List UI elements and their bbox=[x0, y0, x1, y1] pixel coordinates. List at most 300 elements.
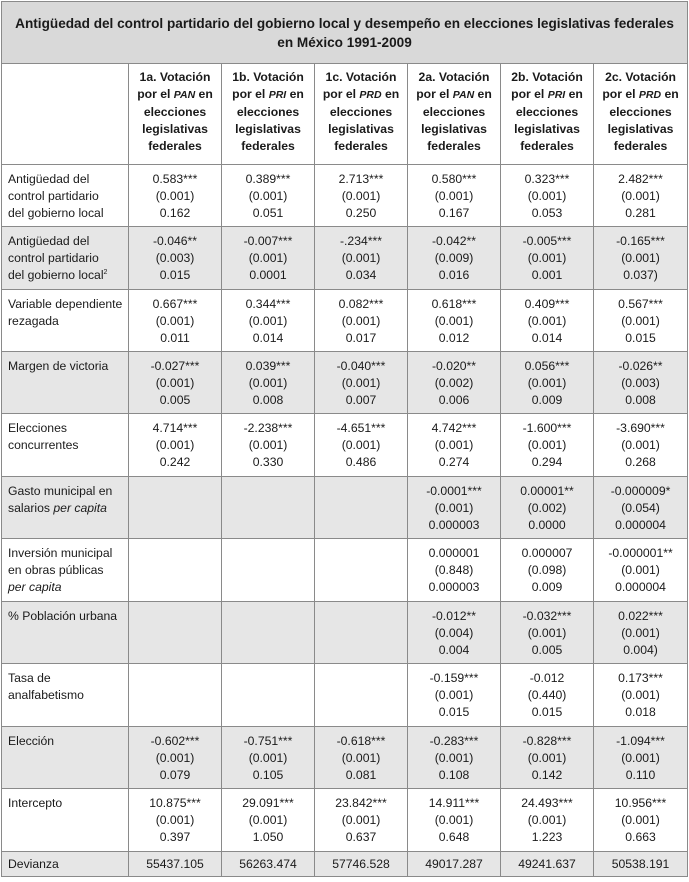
standard-error: 0.110 bbox=[625, 768, 656, 782]
row-label-text: Elección bbox=[8, 734, 55, 748]
coefficient-value: 2.482*** bbox=[618, 172, 663, 186]
row-label bbox=[2, 664, 129, 727]
p-value: (0.001) bbox=[621, 626, 660, 640]
row-label-line bbox=[8, 483, 124, 500]
p-value: (0.001) bbox=[248, 376, 288, 390]
standard-error: 0.008 bbox=[625, 393, 656, 407]
table-row bbox=[2, 477, 688, 539]
table-cell bbox=[222, 539, 315, 602]
coefficient-value: -0.007*** bbox=[243, 234, 293, 248]
row-label-text: control partidario bbox=[8, 251, 99, 265]
table-cell bbox=[408, 290, 501, 352]
row-label-line bbox=[8, 296, 124, 313]
table-cell bbox=[315, 477, 408, 539]
table-cell bbox=[408, 165, 501, 227]
p-value: (0.001) bbox=[621, 751, 660, 765]
row-label-line bbox=[8, 545, 124, 562]
coefficient-value: -0.602*** bbox=[150, 734, 200, 748]
column-header-prefix: por el bbox=[232, 87, 269, 101]
coefficient-value: -0.032*** bbox=[522, 609, 572, 623]
table-cell bbox=[222, 227, 315, 290]
standard-error: 0.014 bbox=[531, 331, 563, 345]
table-cell bbox=[594, 602, 688, 664]
table-cell bbox=[501, 664, 594, 727]
coefficient-value: -0.828*** bbox=[522, 734, 572, 748]
table-cell bbox=[222, 477, 315, 539]
coefficient-value: 14.911*** bbox=[428, 796, 480, 810]
table-cell bbox=[594, 664, 688, 727]
coefficient-value: 0.344*** bbox=[245, 297, 291, 311]
p-value: (0.001) bbox=[341, 251, 381, 265]
standard-error: 0.274 bbox=[438, 455, 470, 469]
row-label-text: del gobierno local bbox=[8, 206, 104, 220]
row-label-line bbox=[8, 500, 124, 517]
table-cell bbox=[129, 539, 222, 602]
table-cell bbox=[594, 477, 688, 539]
standard-error: 0.015 bbox=[159, 268, 191, 282]
table-cell bbox=[408, 477, 501, 539]
table-cell bbox=[501, 602, 594, 664]
p-value: (0.001) bbox=[621, 813, 660, 827]
table-cell bbox=[501, 290, 594, 352]
table-cell bbox=[594, 414, 688, 477]
p-value: (0.001) bbox=[434, 314, 474, 328]
coefficient-value: -0.020** bbox=[431, 359, 477, 373]
coefficient-value: 4.714*** bbox=[152, 421, 198, 435]
row-label-line bbox=[8, 733, 124, 750]
p-value: (0.001) bbox=[621, 251, 660, 265]
row-label-line bbox=[8, 171, 124, 188]
table-cell bbox=[501, 414, 594, 477]
coefficient-value: -1.094*** bbox=[616, 734, 665, 748]
coefficient-value: 0.567*** bbox=[618, 297, 663, 311]
devianza-row bbox=[2, 852, 688, 877]
table-cell bbox=[315, 165, 408, 227]
p-value: (0.001) bbox=[248, 813, 288, 827]
column-header-suffix: en bbox=[565, 87, 583, 101]
table-cell bbox=[501, 352, 594, 414]
table-cell bbox=[222, 290, 315, 352]
coefficient-value: 0.323*** bbox=[524, 172, 570, 186]
p-value: (0.001) bbox=[527, 314, 567, 328]
table-cell bbox=[594, 727, 688, 789]
coefficient-value: -0.012 bbox=[529, 671, 565, 685]
p-value: (0.001) bbox=[248, 314, 288, 328]
row-label-line bbox=[8, 358, 124, 375]
standard-error: 0.250 bbox=[345, 206, 377, 220]
standard-error: 0.000003 bbox=[428, 580, 480, 594]
row-label-line bbox=[8, 313, 124, 330]
table-cell bbox=[129, 290, 222, 352]
column-header-5 bbox=[501, 64, 594, 165]
p-value: (0.001) bbox=[155, 376, 195, 390]
standard-error: 0.009 bbox=[531, 580, 563, 594]
p-value: (0.001) bbox=[527, 626, 567, 640]
row-label-line bbox=[8, 233, 124, 250]
coefficient-value: -0.005*** bbox=[522, 234, 572, 248]
standard-error: 0.007 bbox=[345, 393, 377, 407]
devianza-value: 57746.528 bbox=[315, 852, 408, 877]
coefficient-value: -0.027*** bbox=[150, 359, 200, 373]
standard-error: 0.637 bbox=[345, 830, 377, 844]
standard-error: 0.012 bbox=[438, 331, 470, 345]
p-value: (0.001) bbox=[155, 314, 195, 328]
standard-error: 0.053 bbox=[531, 206, 563, 220]
coefficient-value: 0.173*** bbox=[618, 671, 663, 685]
row-label-line bbox=[8, 670, 124, 687]
column-header-line: elecciones bbox=[609, 105, 672, 119]
column-header-suffix: en bbox=[661, 87, 679, 101]
table-cell bbox=[129, 352, 222, 414]
standard-error: 0.294 bbox=[531, 455, 563, 469]
coefficient-value: 0.000007 bbox=[521, 546, 573, 560]
standard-error: 0.000004 bbox=[615, 518, 666, 532]
coefficient-value: -0.026** bbox=[618, 359, 663, 373]
standard-error: 0.000003 bbox=[428, 518, 480, 532]
row-label-line bbox=[8, 608, 124, 625]
table-cell bbox=[408, 414, 501, 477]
table-row bbox=[2, 414, 688, 477]
row-label bbox=[2, 727, 129, 789]
row-label-line bbox=[8, 437, 124, 454]
standard-error: 0.015 bbox=[625, 331, 656, 345]
row-label bbox=[2, 602, 129, 664]
p-value: (0.002) bbox=[527, 501, 567, 515]
table-cell bbox=[501, 789, 594, 852]
table-cell bbox=[129, 789, 222, 852]
table-title-line-1: Antigüedad del control partidario del gobierno local y desempeño en elecciones legislativas federales bbox=[15, 15, 674, 31]
p-value: (0.001) bbox=[527, 376, 567, 390]
column-header-line: federales bbox=[241, 139, 295, 153]
p-value: (0.003) bbox=[621, 376, 660, 390]
row-label-italic: per capita bbox=[8, 580, 62, 594]
p-value: (0.001) bbox=[155, 438, 195, 452]
p-value: (0.001) bbox=[621, 189, 660, 203]
p-value: (0.848) bbox=[434, 563, 474, 577]
coefficient-value: 29.091*** bbox=[242, 796, 294, 810]
standard-error: 0.0001 bbox=[249, 268, 287, 282]
row-label-superscript: 2 bbox=[103, 268, 108, 276]
p-value: (0.001) bbox=[621, 688, 660, 702]
p-value: (0.098) bbox=[527, 563, 567, 577]
p-value: (0.001) bbox=[527, 751, 567, 765]
table-cell bbox=[501, 539, 594, 602]
p-value: (0.001) bbox=[341, 376, 381, 390]
standard-error: 0.006 bbox=[438, 393, 470, 407]
regression-results-table bbox=[1, 1, 688, 877]
header-empty-cell bbox=[2, 64, 129, 165]
column-header-title: 2a. Votación bbox=[418, 70, 490, 84]
p-value: (0.001) bbox=[341, 751, 381, 765]
table-cell bbox=[222, 414, 315, 477]
column-header-line: federales bbox=[427, 139, 481, 153]
devianza-label: Devianza bbox=[2, 852, 129, 877]
table-cell bbox=[222, 664, 315, 727]
coefficient-value: -0.012** bbox=[431, 609, 477, 623]
standard-error: 0.005 bbox=[159, 393, 191, 407]
column-header-party: PRI bbox=[547, 89, 566, 101]
p-value: (0.009) bbox=[434, 251, 474, 265]
standard-error: 0.004) bbox=[623, 643, 658, 657]
column-header-line: legislativas bbox=[235, 122, 301, 136]
p-value: (0.001) bbox=[434, 189, 474, 203]
column-header-prefix: por el bbox=[322, 87, 360, 101]
table-cell bbox=[315, 664, 408, 727]
table-cell bbox=[129, 227, 222, 290]
column-header-suffix: en bbox=[195, 87, 213, 101]
column-header-line: federales bbox=[148, 139, 202, 153]
row-label-line bbox=[8, 188, 124, 205]
table-cell bbox=[501, 727, 594, 789]
p-value: (0.001) bbox=[155, 751, 195, 765]
standard-error: 0.108 bbox=[438, 768, 470, 782]
table-cell bbox=[315, 352, 408, 414]
column-header-title: 2c. Votación bbox=[605, 70, 676, 84]
standard-error: 0.005 bbox=[531, 643, 563, 657]
p-value: (0.001) bbox=[527, 813, 567, 827]
coefficient-value: -0.165*** bbox=[616, 234, 665, 248]
standard-error: 0.004 bbox=[438, 643, 470, 657]
p-value: (0.001) bbox=[155, 813, 195, 827]
standard-error: 0.011 bbox=[160, 331, 190, 345]
coefficient-value: -.234*** bbox=[339, 234, 382, 248]
p-value: (0.001) bbox=[248, 438, 288, 452]
p-value: (0.001) bbox=[527, 438, 567, 452]
table-cell bbox=[315, 727, 408, 789]
coefficient-value: -0.040*** bbox=[336, 359, 386, 373]
column-header-line: legislativas bbox=[514, 122, 580, 136]
row-label-text: % Población urbana bbox=[8, 609, 118, 623]
coefficient-value: 24.493*** bbox=[521, 796, 573, 810]
row-label-italic: per capita bbox=[53, 501, 107, 515]
devianza-value: 49241.637 bbox=[501, 852, 594, 877]
row-label bbox=[2, 477, 129, 539]
standard-error: 0.009 bbox=[531, 393, 563, 407]
column-header-title: 1b. Votación bbox=[232, 70, 304, 84]
column-header-line: legislativas bbox=[607, 122, 674, 136]
results-table-container bbox=[1, 1, 687, 880]
row-label-line bbox=[8, 420, 124, 437]
p-value: (0.001) bbox=[527, 189, 567, 203]
column-header-party: PAN bbox=[173, 89, 196, 101]
standard-error: 0.167 bbox=[438, 206, 470, 220]
column-header-line: elecciones bbox=[236, 105, 300, 119]
table-cell bbox=[129, 602, 222, 664]
coefficient-value: 2.713*** bbox=[338, 172, 384, 186]
coefficient-value: 0.667*** bbox=[152, 297, 198, 311]
table-cell bbox=[594, 165, 688, 227]
table-cell bbox=[129, 477, 222, 539]
p-value: (0.003) bbox=[155, 251, 195, 265]
row-label-text: Tasa de bbox=[8, 671, 51, 685]
table-row bbox=[2, 727, 688, 789]
column-header-line: legislativas bbox=[421, 122, 487, 136]
column-header-suffix: en bbox=[474, 87, 492, 101]
standard-error: 0.017 bbox=[345, 331, 377, 345]
coefficient-value: -1.600*** bbox=[522, 421, 572, 435]
coefficient-value: 0.00001** bbox=[520, 484, 574, 498]
row-label bbox=[2, 414, 129, 477]
column-header-party-line bbox=[222, 86, 314, 104]
table-row bbox=[2, 227, 688, 290]
coefficient-value: -0.618*** bbox=[336, 734, 386, 748]
p-value: (0.001) bbox=[341, 813, 381, 827]
table-cell bbox=[408, 664, 501, 727]
table-cell bbox=[408, 727, 501, 789]
row-label bbox=[2, 789, 129, 852]
devianza-value: 55437.105 bbox=[129, 852, 222, 877]
standard-error: 0.015 bbox=[531, 705, 563, 719]
table-cell bbox=[594, 352, 688, 414]
table-cell bbox=[315, 414, 408, 477]
p-value: (0.001) bbox=[434, 813, 474, 827]
row-label-text: analfabetismo bbox=[8, 688, 84, 702]
column-header-3 bbox=[315, 64, 408, 165]
column-header-title: 2b. Votación bbox=[511, 70, 583, 84]
column-header-party-line bbox=[315, 86, 407, 104]
column-header-2 bbox=[222, 64, 315, 165]
table-cell bbox=[129, 165, 222, 227]
devianza-value: 49017.287 bbox=[408, 852, 501, 877]
table-cell bbox=[594, 789, 688, 852]
p-value: (0.001) bbox=[341, 189, 381, 203]
column-header-prefix: por el bbox=[137, 87, 174, 101]
table-row bbox=[2, 602, 688, 664]
table-row bbox=[2, 352, 688, 414]
standard-error: 0.0000 bbox=[528, 518, 566, 532]
column-header-1 bbox=[129, 64, 222, 165]
row-label-line bbox=[8, 562, 124, 579]
table-cell bbox=[408, 789, 501, 852]
table-cell bbox=[222, 789, 315, 852]
column-header-line: federales bbox=[520, 139, 574, 153]
table-cell bbox=[129, 664, 222, 727]
coefficient-value: 0.022*** bbox=[618, 609, 663, 623]
row-label-text: Variable dependiente bbox=[8, 297, 123, 311]
column-header-party-line bbox=[501, 86, 593, 104]
row-label-text: Antigüedad del bbox=[8, 234, 90, 248]
table-cell bbox=[222, 165, 315, 227]
row-label-text: del gobierno local bbox=[8, 268, 104, 282]
standard-error: 0.397 bbox=[159, 830, 191, 844]
column-header-party: PRI bbox=[268, 89, 287, 101]
column-header-line: legislativas bbox=[328, 122, 394, 136]
p-value: (0.002) bbox=[434, 376, 474, 390]
column-header-party-line bbox=[594, 86, 687, 104]
column-header-line: elecciones bbox=[515, 105, 579, 119]
table-cell bbox=[315, 227, 408, 290]
table-cell bbox=[129, 727, 222, 789]
row-label-line bbox=[8, 795, 124, 812]
row-label bbox=[2, 227, 129, 290]
standard-error: 0.000004 bbox=[615, 580, 666, 594]
p-value: (0.001) bbox=[155, 189, 195, 203]
p-value: (0.001) bbox=[248, 189, 288, 203]
table-cell bbox=[315, 789, 408, 852]
coefficient-value: -0.283*** bbox=[429, 734, 479, 748]
table-cell bbox=[408, 227, 501, 290]
column-header-party: PRD bbox=[359, 89, 382, 101]
table-cell bbox=[315, 290, 408, 352]
coefficient-value: 0.082*** bbox=[338, 297, 384, 311]
coefficient-value: 0.580*** bbox=[431, 172, 477, 186]
p-value: (0.001) bbox=[434, 438, 474, 452]
standard-error: 0.014 bbox=[252, 331, 284, 345]
standard-error: 0.015 bbox=[438, 705, 470, 719]
standard-error: 0.330 bbox=[252, 455, 284, 469]
standard-error: 0.663 bbox=[625, 830, 656, 844]
column-header-6 bbox=[594, 64, 688, 165]
column-header-line: elecciones bbox=[329, 105, 393, 119]
p-value: (0.001) bbox=[527, 251, 567, 265]
column-header-suffix: en bbox=[381, 87, 400, 101]
column-header-prefix: por el bbox=[416, 87, 453, 101]
table-cell bbox=[222, 352, 315, 414]
table-cell bbox=[501, 165, 594, 227]
row-label-line bbox=[8, 205, 124, 222]
coefficient-value: -0.751*** bbox=[243, 734, 293, 748]
p-value: (0.001) bbox=[621, 438, 660, 452]
coefficient-value: 23.842*** bbox=[335, 796, 387, 810]
coefficient-value: 0.056*** bbox=[524, 359, 570, 373]
standard-error: 1.050 bbox=[252, 830, 284, 844]
p-value: (0.001) bbox=[341, 314, 381, 328]
column-header-party: PAN bbox=[452, 89, 475, 101]
devianza-value: 50538.191 bbox=[594, 852, 688, 877]
row-label-text: concurrentes bbox=[8, 438, 79, 452]
p-value: (0.001) bbox=[621, 563, 660, 577]
table-cell bbox=[594, 539, 688, 602]
row-label-text: Inversión municipal bbox=[8, 546, 113, 560]
coefficient-value: -0.042** bbox=[431, 234, 477, 248]
standard-error: 0.648 bbox=[438, 830, 470, 844]
row-label-text: Elecciones bbox=[8, 421, 67, 435]
standard-error: 0.051 bbox=[252, 206, 284, 220]
row-label-text: salarios bbox=[8, 501, 54, 515]
coefficient-value: -0.159*** bbox=[429, 671, 479, 685]
column-header-prefix: por el bbox=[602, 87, 639, 101]
standard-error: 0.008 bbox=[252, 393, 284, 407]
column-header-party-line bbox=[129, 86, 221, 104]
p-value: (0.001) bbox=[434, 751, 474, 765]
row-label bbox=[2, 290, 129, 352]
coefficient-value: -3.690*** bbox=[616, 421, 665, 435]
column-header-party-line bbox=[408, 86, 500, 104]
row-label-line bbox=[8, 687, 124, 704]
column-header-line: elecciones bbox=[143, 105, 207, 119]
table-cell bbox=[222, 727, 315, 789]
table-cell bbox=[222, 602, 315, 664]
p-value: (0.001) bbox=[621, 314, 660, 328]
standard-error: 0.081 bbox=[345, 768, 377, 782]
standard-error: 1.223 bbox=[531, 830, 563, 844]
column-header-party: PRD bbox=[638, 89, 662, 101]
standard-error: 0.281 bbox=[625, 206, 656, 220]
table-cell bbox=[408, 539, 501, 602]
devianza-value: 56263.474 bbox=[222, 852, 315, 877]
table-cell bbox=[501, 477, 594, 539]
coefficient-value: 10.956*** bbox=[614, 796, 667, 810]
column-header-suffix: en bbox=[286, 87, 304, 101]
table-title bbox=[2, 2, 688, 64]
table-cell bbox=[129, 414, 222, 477]
row-label-text: control partidario bbox=[8, 189, 99, 203]
p-value: (0.004) bbox=[434, 626, 474, 640]
standard-error: 0.079 bbox=[159, 768, 191, 782]
table-row bbox=[2, 290, 688, 352]
standard-error: 0.242 bbox=[159, 455, 191, 469]
row-label-text: Gasto municipal en bbox=[8, 484, 113, 498]
